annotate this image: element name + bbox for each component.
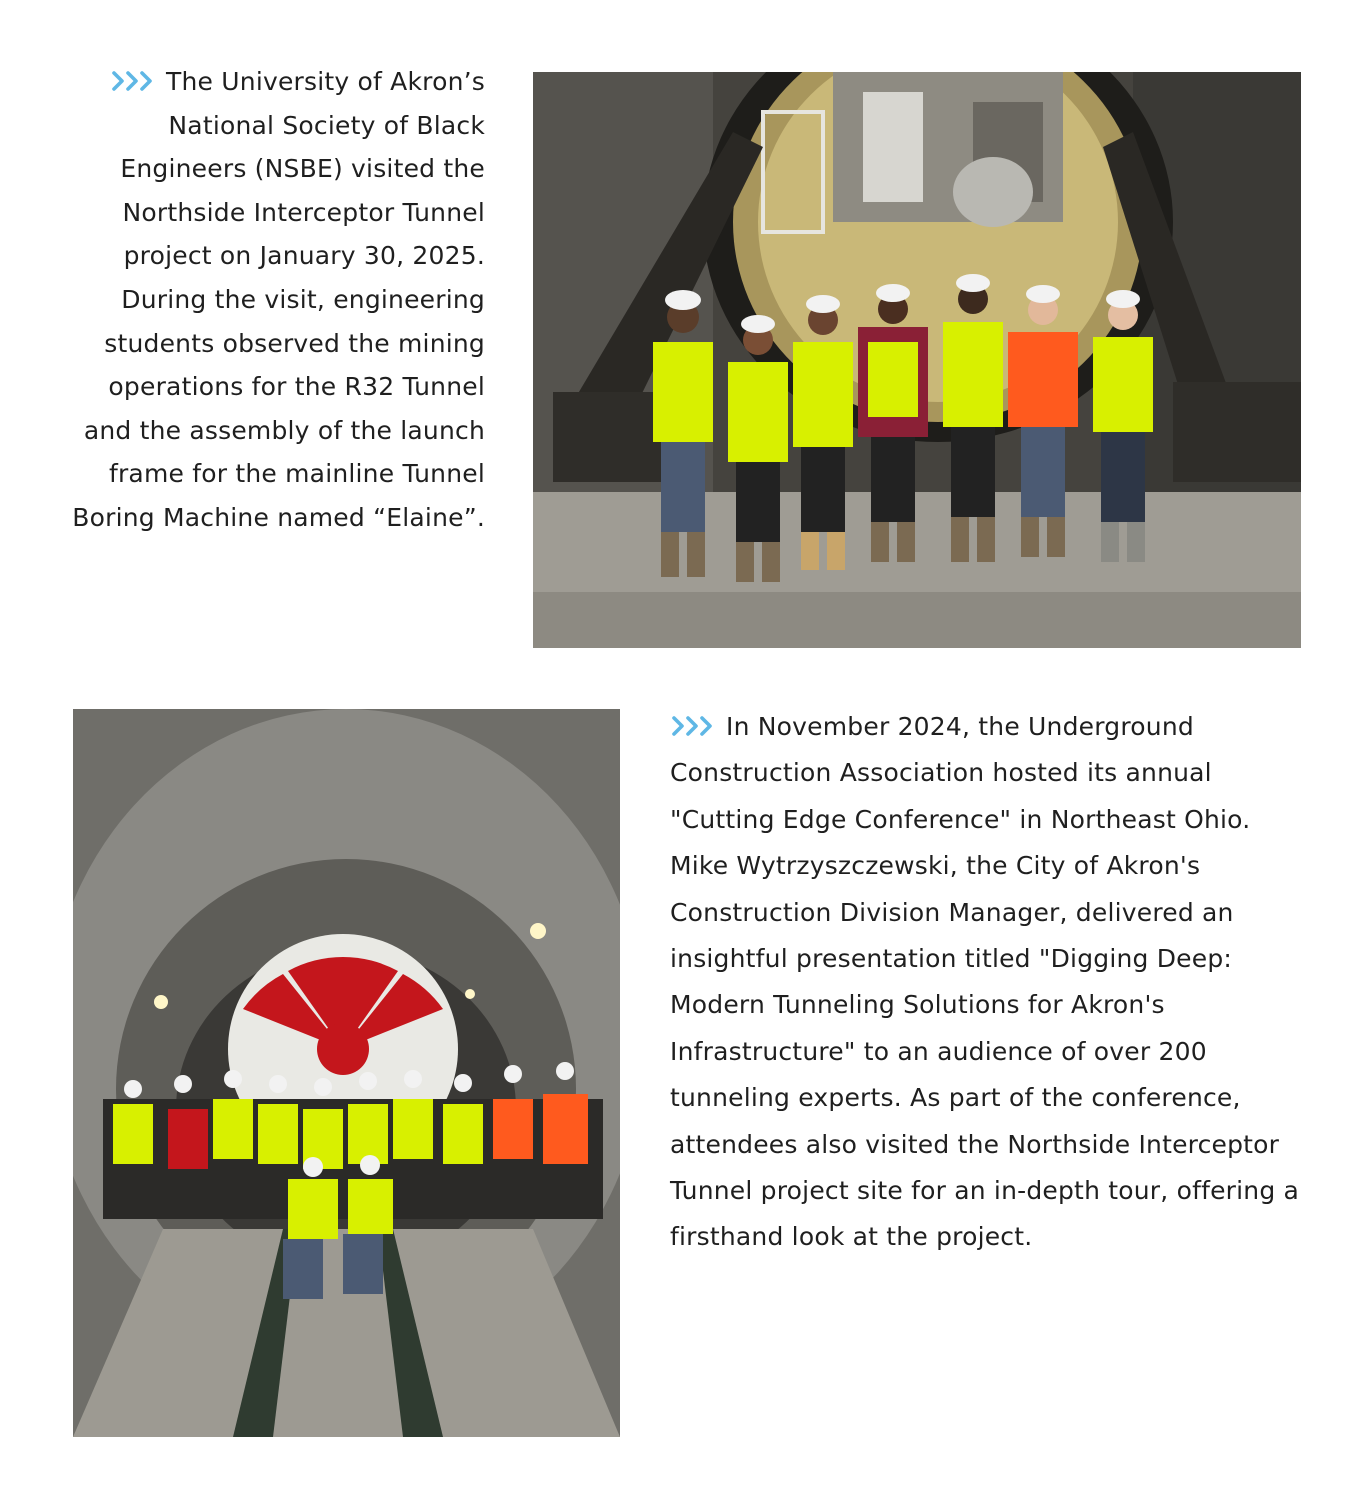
triple-chevron-icon <box>670 715 716 737</box>
nsbe-visit-paragraph <box>70 60 485 540</box>
triple-chevron-icon <box>110 70 156 92</box>
conference-tour-group-photo <box>73 709 620 1437</box>
nsbe-visit-text: The University of Akron’s National Society of Black Engineers (NSBE) visited the Northside Interceptor Tunnel project on January 30, 2025. During the visit, engineering students observed the mining operations for the R32 Tunnel and the assembly of the launch frame for the mainline Tunnel Boring Machine named “Elaine”. <box>72 67 485 532</box>
conference-paragraph <box>670 704 1305 1261</box>
conference-text: In November 2024, the Underground Construction Association hosted its annual "Cutting Edge Conference" in Northeast Ohio. Mike Wytrzyszczewski, the City of Akron's Construction Division Manager, delivered an insightful presentation titled "Digging Deep: Modern Tunneling Solutions for Akron's Infrastructure" to an audience of over 200 tunneling experts. As part of the conference, attendees also visited the Northside Interceptor Tunnel project site for an in-depth tour, offering a firsthand look at the project. <box>670 712 1300 1252</box>
nsbe-group-photo <box>533 72 1301 648</box>
